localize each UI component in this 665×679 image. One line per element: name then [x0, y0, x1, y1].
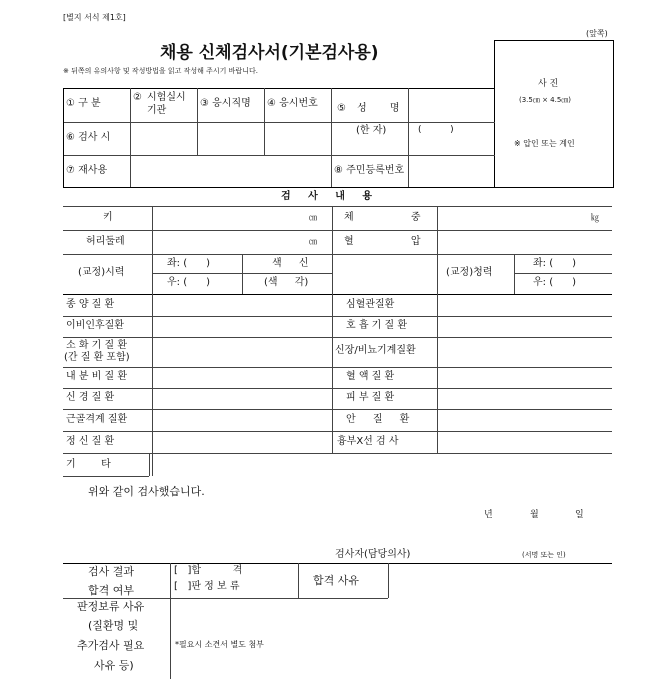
statement: 위와 같이 검사했습니다.	[88, 485, 205, 498]
disease-endocrine: 내 분 비 질 환	[66, 371, 128, 382]
hanja-paren: ( )	[418, 125, 454, 135]
name-label: 성 명	[357, 103, 400, 114]
height-unit: ㎝	[309, 213, 317, 222]
disease-musculoskeletal: 근골격계 질환	[66, 414, 128, 425]
disease-tumor: 종 양 질 환	[66, 299, 115, 310]
left-hearing: 좌: ( )	[533, 258, 577, 269]
exam-date-label: ⑥ 검사 시	[66, 132, 111, 143]
exam-institution-label-2: 기관	[147, 105, 167, 116]
color-sense-label: 색 신	[272, 258, 309, 269]
left-vision: 좌: ( )	[167, 258, 211, 269]
result-label: 검사 결과	[88, 565, 135, 578]
position-label: ③ 응시직명	[200, 98, 251, 109]
disease-chest-xray: 흉부X선 검 사	[337, 436, 399, 447]
hold-reason-label-3: 추가검사 필요	[77, 639, 145, 652]
exam-number-label: ④ 응시번호	[267, 98, 318, 109]
exam-institution-label: 시험실시	[147, 92, 186, 103]
right-hearing: 우: ( )	[533, 277, 577, 288]
photo-stamp-note: ※ 압인 또는 계인	[514, 139, 575, 148]
hold-reason-label: 판정보류 사유	[77, 600, 145, 613]
date-day: 일	[575, 510, 584, 520]
pass-label: 합격 여부	[88, 584, 135, 597]
hearing-label: (교정)청력	[446, 267, 493, 278]
disease-respiratory: 호 흡 기 질 환	[346, 320, 408, 331]
photo-label: 사 진	[538, 79, 559, 89]
photo-box	[494, 40, 614, 188]
weight-label: 체 중	[344, 212, 421, 223]
vision-label: (교정)시력	[78, 267, 125, 278]
disease-digestive-liver: (간 질 환 포함)	[64, 352, 130, 363]
disease-skin: 피 부 질 환	[346, 392, 395, 403]
date-year: 년	[484, 510, 493, 520]
section-title: 검 사 내 용	[281, 191, 373, 202]
disease-eye: 안 질 환	[346, 414, 410, 425]
form-number: [별지 서식 제1호]	[63, 13, 126, 22]
hold-checkbox[interactable]: [ ]판 정 보 류	[174, 581, 240, 592]
bp-label: 혈 압	[344, 236, 421, 247]
height-label: 키	[103, 212, 113, 223]
photo-size: (3.5㎝ × 4.5㎝)	[519, 96, 572, 104]
reason-label: 합격 사유	[313, 574, 360, 587]
hold-reason-label-2: (질환명 및	[88, 619, 139, 632]
disease-renal: 신장/비뇨기계질환	[335, 345, 416, 356]
disease-blood: 혈 액 질 환	[346, 371, 395, 382]
waist-label: 허리둘레	[86, 236, 125, 247]
page-side-label: (앞쪽)	[586, 29, 608, 38]
date-month: 월	[530, 510, 539, 520]
notice-text: ※ 뒤쪽의 유의사항 및 작성방법을 읽고 작성해 주시기 바랍니다.	[63, 67, 258, 75]
hold-reason-label-4: 사유 등)	[94, 659, 134, 672]
signature-label: (서명 또는 인)	[522, 551, 566, 559]
hanja-label: (한 자)	[356, 125, 387, 136]
disease-other: 기 타	[66, 459, 111, 470]
disease-mental: 정 신 질 환	[66, 436, 115, 447]
disease-neuro: 신 경 질 환	[66, 392, 115, 403]
color-sense-label-2: (색 각)	[264, 277, 309, 288]
disease-digestive: 소 화 기 질 환	[66, 340, 128, 351]
waist-unit: ㎝	[309, 237, 317, 246]
division-label: ① 구 분	[66, 98, 101, 109]
disease-ent: 이비인후질환	[66, 320, 124, 331]
disease-cardio: 심혈관질환	[346, 299, 395, 310]
page-title: 채용 신체검사서(기본검사용)	[160, 43, 379, 63]
exam-institution-num: ②	[133, 92, 142, 103]
resident-id-label: ⑧ 주민등록번호	[334, 165, 405, 176]
reexam-label: ⑦ 재사용	[66, 165, 108, 176]
weight-unit: ㎏	[591, 213, 599, 222]
examiner-label: 검사자(담당의사)	[335, 549, 411, 560]
pass-checkbox[interactable]: [ ]합 격	[174, 565, 243, 576]
name-num: ⑤	[337, 103, 346, 114]
right-vision: 우: ( )	[167, 277, 211, 288]
attach-note: *필요시 소견서 별도 첨부	[175, 640, 264, 649]
